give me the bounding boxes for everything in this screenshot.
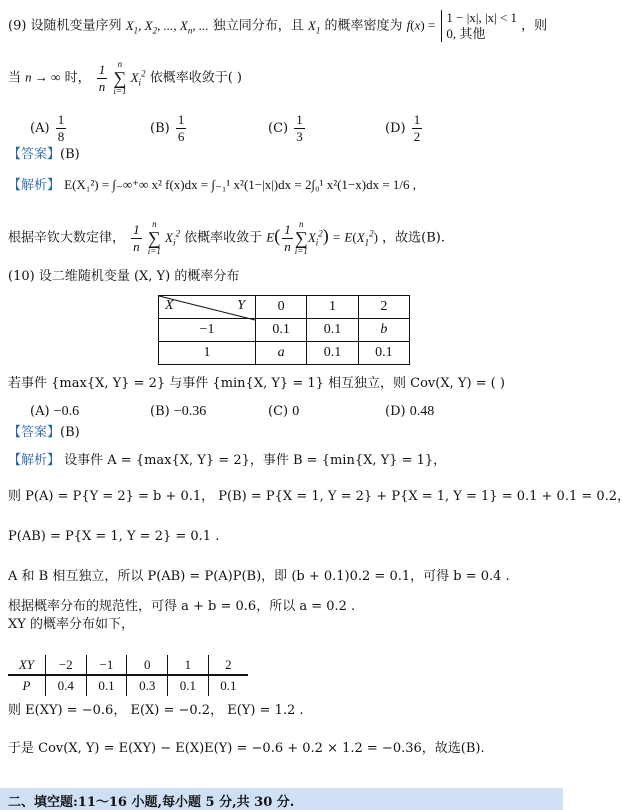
xy-table-rule	[8, 674, 248, 675]
q9-stem-d: ，则	[521, 18, 548, 34]
q9-conclusion: 根据辛钦大数定律， $\frac{1}{n}$ n ∑ i=1 $X_i^2$ 依概率收敛于 E( $\frac{1}{n}$ n ∑ i=1 $X_i^2) = E(X_1^2)$ ，故选(B).	[8, 219, 445, 256]
q10-xy-table	[8, 655, 248, 696]
q9-analysis	[8, 176, 416, 195]
q9-mean-frac: $\frac{1}{n}$	[98, 61, 106, 94]
q9-piece1: 1 − |x|, |x| < 1	[446, 10, 517, 25]
q9-fx: f	[406, 17, 411, 33]
q9-stem-b: 独立同分布，且	[212, 18, 304, 34]
q9-stem-f: 时，	[64, 70, 91, 86]
table-row: −1 0.1 0.1 b	[159, 319, 410, 342]
q9-option-b-label: (B)	[150, 121, 170, 136]
q10-analysis-5: 根据概率分布的规范性，可得 a + b = 0.6，所以 a = 0.2 .	[8, 599, 356, 614]
q9-analysis-expr: E(X₁²) = ∫₋∞⁺∞ x² f(x)dx = ∫₋₁¹ x²(1−|x|)dx = 2∫₀¹ x²(1−x)dx = 1/6 ,	[64, 177, 417, 192]
q9-option-b[interactable]: (B) $\frac{1}{6}$	[150, 112, 185, 144]
q10-analysis-2: 则 P(A) = P{Y = 2} = b + 0.1， P(B) = P{X = 1, Y = 2} + P{X = 1, Y = 1} = 0.1 + 0.1 = 0.2，	[8, 489, 630, 504]
q10-analysis-4: A 和 B 相互独立，所以 P(AB) = P(A)P(B)，即 (b + 0.1)0.2 = 0.1，可得 b = 0.4 .	[8, 569, 510, 584]
q10-col-1: 1	[307, 296, 358, 319]
q10-option-c[interactable]: (C) 0	[268, 404, 300, 419]
q9-answer-value: (B)	[60, 147, 80, 162]
q9-sequence: $X_1$, $X_2$, ..., $X_n$, ...	[125, 17, 209, 36]
q10-option-b[interactable]: (B) −0.36	[150, 404, 207, 419]
q9-conclusion-c: ，故选(B).	[382, 230, 445, 246]
q9-stem-g: 依概率收敛于( )	[149, 70, 242, 86]
q9-piecewise	[441, 10, 517, 42]
q9-limit: n → ∞	[25, 69, 61, 85]
q9-option-c[interactable]: (C) $\frac{1}{3}$	[268, 112, 303, 144]
q9-analysis-tag: 【解析】	[8, 178, 61, 193]
q9-x1: $X_1$	[307, 17, 321, 36]
q10-answer	[8, 424, 80, 442]
q10-table-corner: X Y	[159, 296, 256, 319]
q9-option-a-label: (A)	[30, 121, 50, 136]
q10-distribution-table	[158, 295, 410, 365]
q9-stem-line2: 当 n → ∞ 时， $\frac{1}{n}$ n ∑ i=1 $X_i^2$ 依概率收敛于( )	[8, 59, 242, 96]
q10-analysis-7: 则 E(XY) = −0.6， E(X) = −0.2， E(Y) = 1.2 .	[8, 703, 304, 718]
q9-piece2: 0, 其他	[446, 26, 486, 41]
q9-conclusion-a: 根据辛钦大数定律，	[8, 230, 126, 246]
q10-analysis-1: 【解析】 设事件 A = {max{X, Y} = 2}，事件 B = {min{X, Y} = 1}，	[8, 453, 447, 468]
q9-stem-e: 当	[8, 70, 22, 86]
q10-col-0: 0	[256, 296, 307, 319]
q9-option-d[interactable]: (D) $\frac{1}{2}$	[385, 112, 421, 144]
q9-option-a[interactable]: (A) $\frac{1}{8}$	[30, 112, 65, 144]
q10-option-a[interactable]: (A) −0.6	[30, 404, 80, 419]
q10-stem: 若事件 {max{X, Y} = 2} 与事件 {min{X, Y} = 1} 相互独立，则 Cov(X, Y) = ( )	[8, 376, 505, 391]
q10-title: (10) 设二维随机变量 (X, Y) 的概率分布	[8, 269, 240, 284]
q9-answer	[8, 146, 80, 164]
q9-answer-tag: 【答案】	[8, 147, 61, 162]
q10-answer-tag: 【答案】	[8, 425, 61, 440]
table-row: 1 a 0.1 0.1	[159, 342, 410, 365]
section-header-text: 二、填空题:11～16 小题,每小题 5 分,共 30 分.	[8, 795, 295, 810]
q9-stem-c: 的概率密度为	[324, 18, 403, 34]
q10-analysis-3: P(AB) = P{X = 1, Y = 2} = 0.1 .	[8, 529, 220, 544]
q9-stem-line1: (9) 设随机变量序列 $X_1$, $X_2$, ..., $X_n$, ... 独立同分布，且 $X_1$ 的概率密度为 f(x) = 1 − |x|, |x| < 1 0, 其他 ，则	[8, 10, 548, 41]
q10-option-d[interactable]: (D) 0.48	[385, 404, 435, 419]
q9-stem-a: (9) 设随机变量序列	[8, 18, 122, 34]
q9-sum: n ∑ i=1	[113, 59, 127, 96]
table-row: XY −2 −1 0 1 2	[8, 655, 248, 676]
q10-analysis-6: XY 的概率分布如下，	[8, 617, 134, 632]
q9-option-c-label: (C)	[268, 121, 289, 136]
q10-analysis-tag: 【解析】	[8, 453, 61, 468]
q10-analysis-8: 于是 Cov(X, Y) = E(XY) − E(X)E(Y) = −0.6 + 0.2 × 1.2 = −0.36，故选(B).	[8, 741, 485, 756]
q9-option-d-label: (D)	[385, 121, 406, 136]
q10-col-2: 2	[358, 296, 409, 319]
table-row: P 0.4 0.1 0.3 0.1 0.1	[8, 676, 248, 697]
q10-answer-value: (B)	[60, 425, 80, 440]
q9-conclusion-b: 依概率收敛于	[184, 230, 263, 246]
